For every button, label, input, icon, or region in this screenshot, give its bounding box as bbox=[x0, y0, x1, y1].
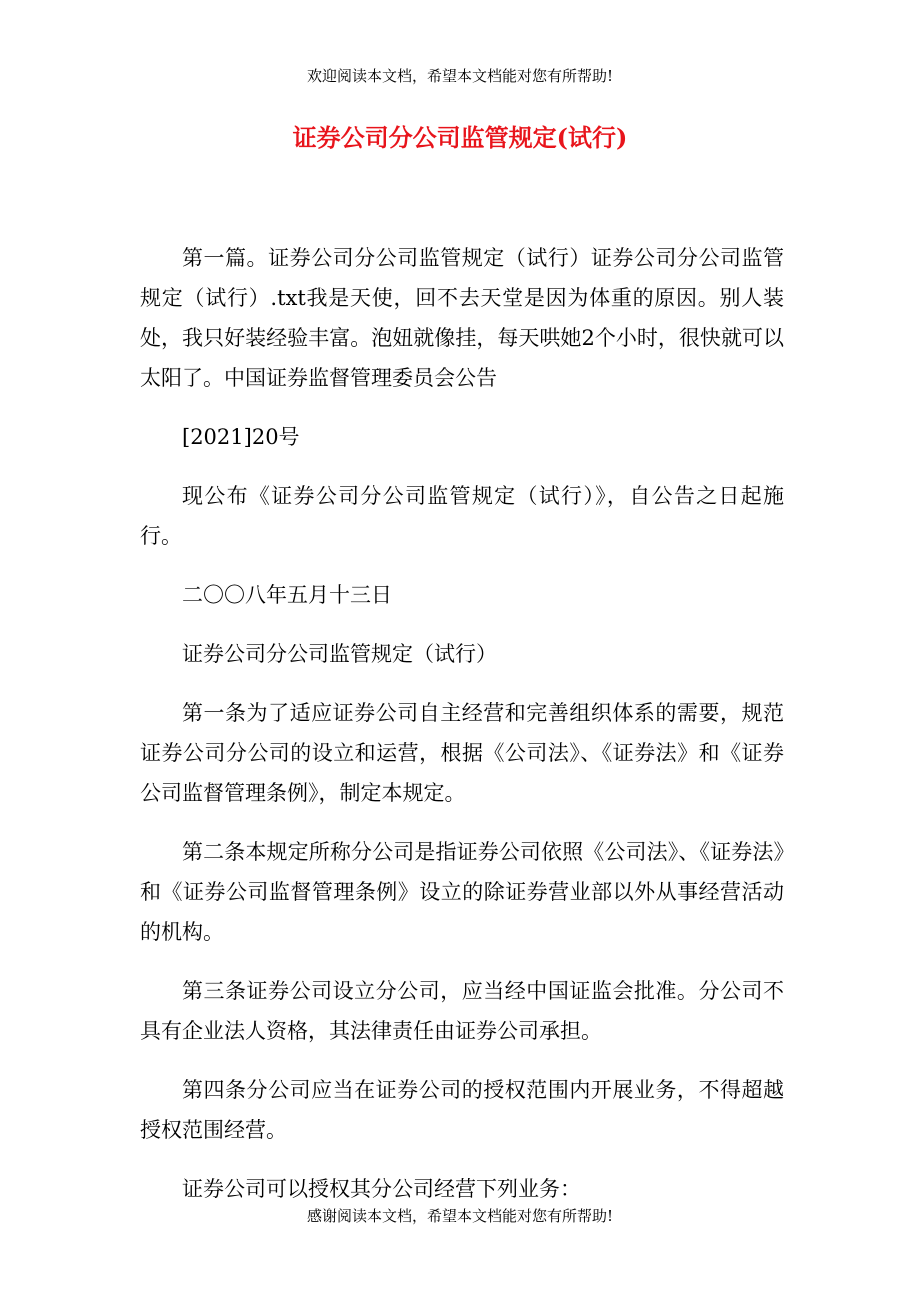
paragraph-3: 现公布《证券公司分公司监管规定（试行）》，自公告之日起施行。 bbox=[140, 484, 784, 548]
paragraph-1: 第一篇。证券公司分公司监管规定（试行）证券公司分公司监管规定（试行）.txt我是天使，回不去天堂是因为体重的原因。别人装处，我只好装经验丰富。泡妞就像挂，每天哄她2个小时，很快就可以太阳了。中国证券监督管理委员会公告 bbox=[140, 246, 784, 390]
paragraph-9: 第四条分公司应当在证券公司的授权范围内开展业务，不得超越授权范围经营。 bbox=[140, 1078, 784, 1142]
paragraph-6: 第一条为了适应证券公司自主经营和完善组织体系的需要，规范证券公司分公司的设立和运营，根据《公司法》、《证券法》和《证券公司监督管理条例》，制定本规定。 bbox=[140, 701, 784, 805]
paragraph-10: 证券公司可以授权其分公司经营下列业务： bbox=[182, 1177, 581, 1201]
paragraph-7: 第二条本规定所称分公司是指证券公司依照《公司法》、《证券法》和《证券公司监督管理条例》设立的除证券营业部以外从事经营活动的机构。 bbox=[140, 840, 784, 944]
document-title: 证券公司分公司监管规定(试行) bbox=[292, 123, 628, 152]
paragraph-8: 第三条证券公司设立分公司，应当经中国证监会批准。分公司不具有企业法人资格，其法律责任由证券公司承担。 bbox=[140, 979, 784, 1043]
document-body bbox=[140, 238, 784, 1228]
page-header: 欢迎阅读本文档，希望本文档能对您有所帮助! bbox=[306, 67, 614, 85]
paragraph-5: 证券公司分公司监管规定（试行） bbox=[182, 642, 497, 666]
paragraph-2: [2021]20号 bbox=[182, 425, 300, 449]
paragraph-4: 二〇〇八年五月十三日 bbox=[182, 583, 392, 607]
page-footer: 感谢阅读本文档，希望本文档能对您有所帮助! bbox=[306, 1207, 614, 1225]
